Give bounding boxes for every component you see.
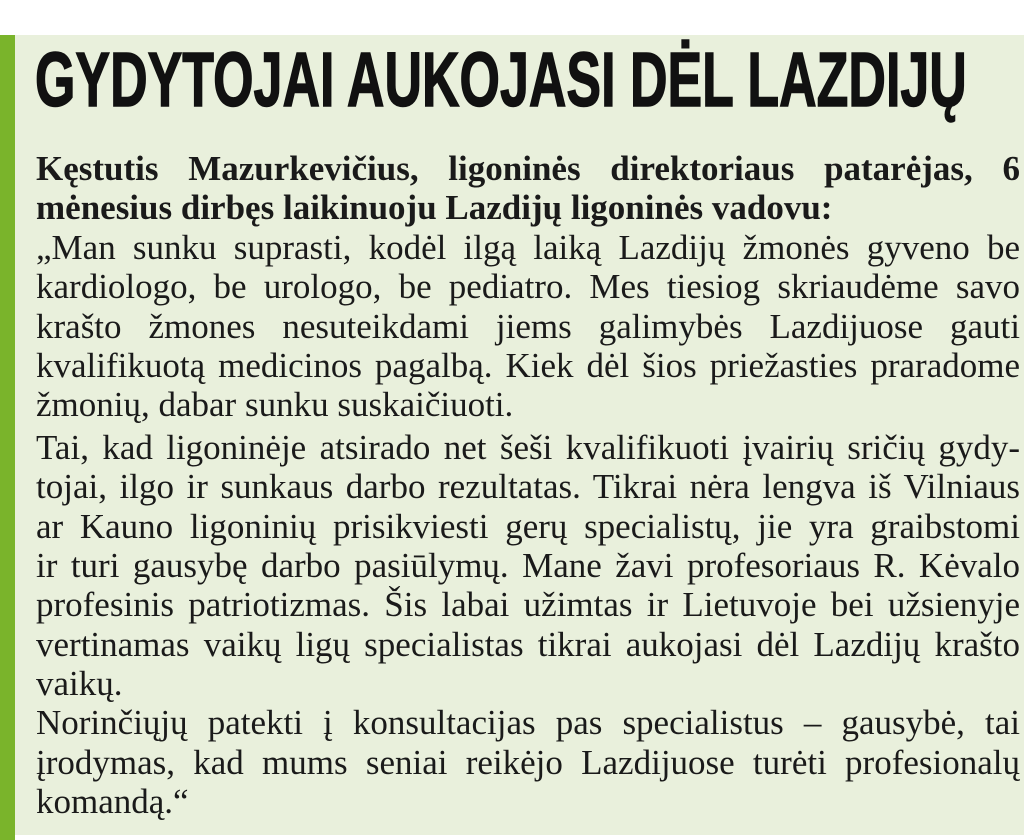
intro-line: Kęstutis Mazurkevičius, ligoninės direktoriaus patarėjas, 6 [36, 149, 1020, 188]
body-paragraph [36, 428, 1020, 704]
article-line: ir turi gausybę darbo pasiūlymų. Mane žavi profesoriaus R. Kėvalo [36, 545, 1020, 585]
intro-paragraph [36, 149, 1020, 228]
article-line: kvalifikuotą medicinos pagalbą. Kiek dėl šios priežasties praradome [36, 345, 1020, 385]
article-line: profesinis patriotizmas. Šis labai užimtas ir Lietuvoje bei užsienyje [36, 585, 1020, 625]
headline: GYDYTOJAI AUKOJASI DĖL LAZDIJŲ [35, 37, 967, 123]
accent-bar [0, 35, 15, 840]
article-line: žmonių, dabar sunku suskaičiuoti. [36, 385, 514, 425]
article-line: krašto žmones nesuteikdami jiems galimybės Lazdijuose gauti [36, 306, 1020, 346]
quote-paragraph [36, 228, 1020, 425]
article-line: tojai, ilgo ir sunkaus darbo rezultatas. Tikrai nėra lengva iš Vilniaus [36, 467, 1020, 507]
article-line: vertinamas vaikų ligų specialistas tikrai aukojasi dėl Lazdijų krašto [36, 624, 1020, 664]
intro-line: mėnesius dirbęs laikinuoju Lazdijų ligoninės vadovu: [36, 188, 833, 228]
article-line: įrodymas, kad mums seniai reikėjo Lazdijuose turėti profesionalų [36, 742, 1020, 782]
article-line: vaikų. [36, 664, 123, 704]
article-line: ar Kauno ligoninių prisikviesti gerų specialistų, jie yra graibstomi [36, 506, 1020, 546]
article-line: Norinčiųjų patekti į konsultacijas pas specialistus – gausybė, tai [36, 703, 1020, 743]
article-line: „Man sunku suprasti, kodėl ilgą laiką Lazdijų žmonės gyveno be [36, 227, 1020, 267]
article-line: komandą.“ [36, 782, 189, 822]
body-paragraph [36, 703, 1020, 821]
article-line: Tai, kad ligoninėje atsirado net šeši kvalifikuoti įvairių sričių gydy- [36, 427, 1020, 467]
article-line: kardiologo, be urologo, be pediatro. Mes tiesiog skriaudėme savo [36, 267, 1020, 307]
article-body [36, 149, 1020, 822]
